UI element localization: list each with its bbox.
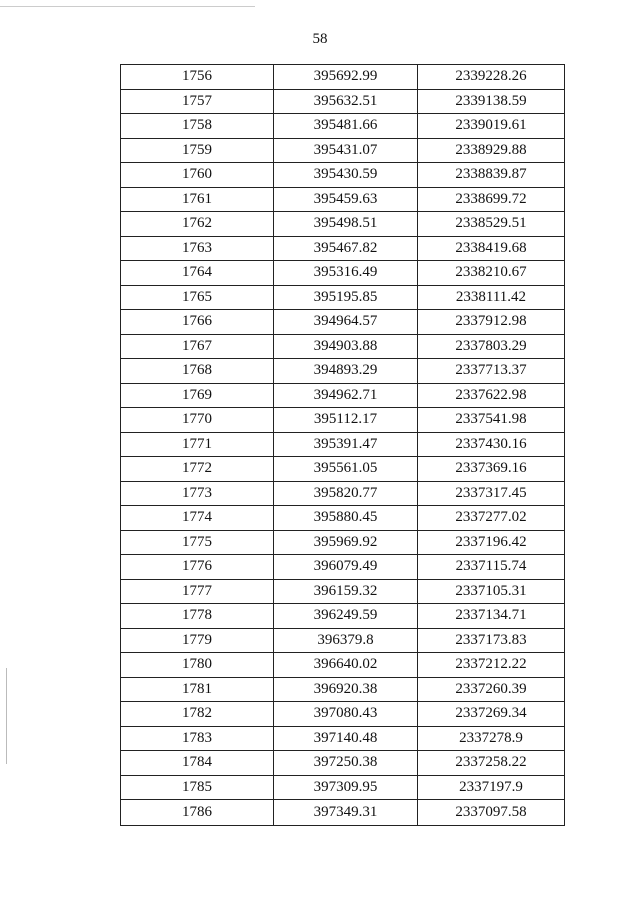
table-row (121, 726, 565, 751)
x-coordinate-cell: 395820.77 (274, 481, 418, 506)
point-number-cell: 1776 (121, 555, 274, 580)
point-number-cell: 1772 (121, 457, 274, 482)
point-number-cell: 1767 (121, 334, 274, 359)
y-coordinate-cell: 2339019.61 (418, 114, 565, 139)
table-row (121, 677, 565, 702)
x-coordinate-cell: 395431.07 (274, 138, 418, 163)
y-coordinate-cell: 2337713.37 (418, 359, 565, 384)
point-number-cell: 1759 (121, 138, 274, 163)
x-coordinate-cell: 395969.92 (274, 530, 418, 555)
table-row (121, 579, 565, 604)
x-coordinate-cell: 395692.99 (274, 65, 418, 90)
y-coordinate-cell: 2337258.22 (418, 751, 565, 776)
table-row (121, 310, 565, 335)
x-coordinate-cell: 395391.47 (274, 432, 418, 457)
x-coordinate-cell: 396159.32 (274, 579, 418, 604)
table-row (121, 138, 565, 163)
x-coordinate-cell: 397349.31 (274, 800, 418, 826)
x-coordinate-cell: 395459.63 (274, 187, 418, 212)
y-coordinate-cell: 2337196.42 (418, 530, 565, 555)
point-number-cell: 1774 (121, 506, 274, 531)
coordinates-table-body (121, 65, 565, 826)
y-coordinate-cell: 2337212.22 (418, 653, 565, 678)
point-number-cell: 1762 (121, 212, 274, 237)
y-coordinate-cell: 2337105.31 (418, 579, 565, 604)
y-coordinate-cell: 2337278.9 (418, 726, 565, 751)
x-coordinate-cell: 394903.88 (274, 334, 418, 359)
x-coordinate-cell: 395498.51 (274, 212, 418, 237)
y-coordinate-cell: 2338210.67 (418, 261, 565, 286)
table-row (121, 261, 565, 286)
y-coordinate-cell: 2338529.51 (418, 212, 565, 237)
table-row (121, 383, 565, 408)
table-row (121, 481, 565, 506)
table-row (121, 432, 565, 457)
y-coordinate-cell: 2338699.72 (418, 187, 565, 212)
y-coordinate-cell: 2337369.16 (418, 457, 565, 482)
x-coordinate-cell: 396920.38 (274, 677, 418, 702)
point-number-cell: 1775 (121, 530, 274, 555)
page-number: 58 (312, 31, 328, 47)
y-coordinate-cell: 2337260.39 (418, 677, 565, 702)
x-coordinate-cell: 396640.02 (274, 653, 418, 678)
table-row (121, 604, 565, 629)
y-coordinate-cell: 2337622.98 (418, 383, 565, 408)
table-row (121, 114, 565, 139)
point-number-cell: 1780 (121, 653, 274, 678)
table-row (121, 408, 565, 433)
coordinates-table (120, 64, 565, 826)
x-coordinate-cell: 397080.43 (274, 702, 418, 727)
table-row (121, 285, 565, 310)
table-row (121, 334, 565, 359)
point-number-cell: 1763 (121, 236, 274, 261)
y-coordinate-cell: 2337134.71 (418, 604, 565, 629)
table-row (121, 65, 565, 90)
point-number-cell: 1766 (121, 310, 274, 335)
table-row (121, 506, 565, 531)
table-row (121, 653, 565, 678)
y-coordinate-cell: 2337097.58 (418, 800, 565, 826)
x-coordinate-cell: 395632.51 (274, 89, 418, 114)
x-coordinate-cell: 397140.48 (274, 726, 418, 751)
table-row (121, 236, 565, 261)
point-number-cell: 1786 (121, 800, 274, 826)
x-coordinate-cell: 395112.17 (274, 408, 418, 433)
point-number-cell: 1760 (121, 163, 274, 188)
table-row (121, 555, 565, 580)
x-coordinate-cell: 395880.45 (274, 506, 418, 531)
x-coordinate-cell: 397309.95 (274, 775, 418, 800)
x-coordinate-cell: 394893.29 (274, 359, 418, 384)
point-number-cell: 1781 (121, 677, 274, 702)
table-row (121, 212, 565, 237)
point-number-cell: 1757 (121, 89, 274, 114)
point-number-cell: 1785 (121, 775, 274, 800)
table-row (121, 359, 565, 384)
x-coordinate-cell: 395561.05 (274, 457, 418, 482)
table-row (121, 457, 565, 482)
y-coordinate-cell: 2338111.42 (418, 285, 565, 310)
table-row (121, 530, 565, 555)
y-coordinate-cell: 2337803.29 (418, 334, 565, 359)
point-number-cell: 1773 (121, 481, 274, 506)
point-number-cell: 1769 (121, 383, 274, 408)
x-coordinate-cell: 395316.49 (274, 261, 418, 286)
scan-artifact-line (6, 668, 7, 764)
y-coordinate-cell: 2338929.88 (418, 138, 565, 163)
point-number-cell: 1783 (121, 726, 274, 751)
y-coordinate-cell: 2337430.16 (418, 432, 565, 457)
y-coordinate-cell: 2337173.83 (418, 628, 565, 653)
y-coordinate-cell: 2337269.34 (418, 702, 565, 727)
point-number-cell: 1777 (121, 579, 274, 604)
table-row (121, 800, 565, 826)
y-coordinate-cell: 2338839.87 (418, 163, 565, 188)
x-coordinate-cell: 395430.59 (274, 163, 418, 188)
table-row (121, 187, 565, 212)
table-row (121, 163, 565, 188)
x-coordinate-cell: 397250.38 (274, 751, 418, 776)
x-coordinate-cell: 395195.85 (274, 285, 418, 310)
y-coordinate-cell: 2337115.74 (418, 555, 565, 580)
y-coordinate-cell: 2339138.59 (418, 89, 565, 114)
y-coordinate-cell: 2339228.26 (418, 65, 565, 90)
point-number-cell: 1758 (121, 114, 274, 139)
point-number-cell: 1778 (121, 604, 274, 629)
table-row (121, 89, 565, 114)
point-number-cell: 1764 (121, 261, 274, 286)
x-coordinate-cell: 395467.82 (274, 236, 418, 261)
table-row (121, 751, 565, 776)
x-coordinate-cell: 396379.8 (274, 628, 418, 653)
scan-artifact-line (0, 6, 255, 7)
point-number-cell: 1782 (121, 702, 274, 727)
x-coordinate-cell: 394962.71 (274, 383, 418, 408)
point-number-cell: 1779 (121, 628, 274, 653)
x-coordinate-cell: 396249.59 (274, 604, 418, 629)
point-number-cell: 1756 (121, 65, 274, 90)
y-coordinate-cell: 2337541.98 (418, 408, 565, 433)
y-coordinate-cell: 2337277.02 (418, 506, 565, 531)
x-coordinate-cell: 395481.66 (274, 114, 418, 139)
table-row (121, 775, 565, 800)
point-number-cell: 1765 (121, 285, 274, 310)
x-coordinate-cell: 394964.57 (274, 310, 418, 335)
point-number-cell: 1761 (121, 187, 274, 212)
y-coordinate-cell: 2337317.45 (418, 481, 565, 506)
y-coordinate-cell: 2338419.68 (418, 236, 565, 261)
point-number-cell: 1770 (121, 408, 274, 433)
table-row (121, 628, 565, 653)
point-number-cell: 1771 (121, 432, 274, 457)
y-coordinate-cell: 2337912.98 (418, 310, 565, 335)
point-number-cell: 1784 (121, 751, 274, 776)
table-row (121, 702, 565, 727)
point-number-cell: 1768 (121, 359, 274, 384)
y-coordinate-cell: 2337197.9 (418, 775, 565, 800)
x-coordinate-cell: 396079.49 (274, 555, 418, 580)
